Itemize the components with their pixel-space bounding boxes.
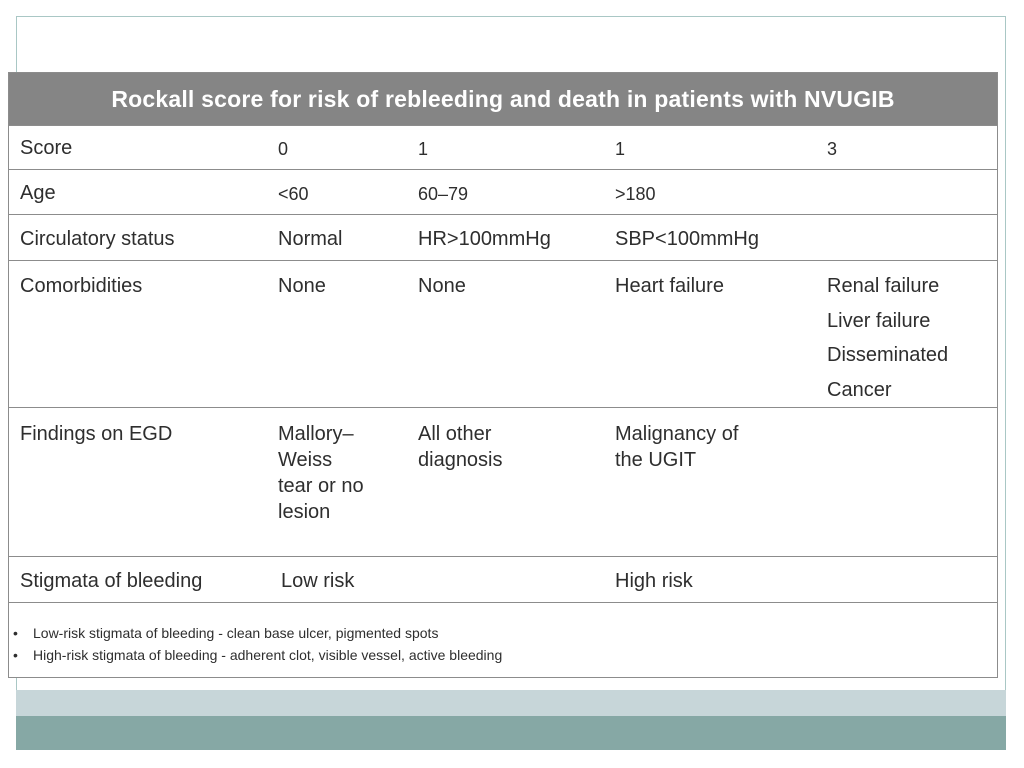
cell-line: Disseminated (827, 344, 949, 366)
table-cell: >180 (615, 184, 656, 204)
table-cell: Normal (278, 228, 343, 250)
bullet-icon: • (13, 647, 18, 663)
table-cell: 0 (278, 139, 289, 159)
cell-line: All other (418, 423, 492, 445)
row-label: Score (20, 137, 73, 159)
cell-line: Malignancy of (615, 423, 739, 445)
cell-line: Mallory– (278, 423, 354, 445)
cell-line: tear or no (278, 475, 364, 497)
table-row-stigmata-of-bleeding (9, 556, 997, 603)
footer-band-dark (16, 716, 1006, 750)
table-cell: Heart failure (615, 275, 724, 297)
cell-line: Renal failure (827, 275, 940, 297)
note-item (13, 622, 983, 644)
table-cell: High risk (615, 570, 693, 592)
table-cell-multiline (827, 269, 948, 407)
table-cell: HR>100mmHg (418, 228, 551, 250)
note-text: Low-risk stigmata of bleeding - clean base ulcer, pigmented spots (33, 625, 439, 641)
table-cell: 1 (418, 139, 429, 159)
table-row-score (9, 125, 997, 170)
note-text: High-risk stigmata of bleeding - adherent clot, visible vessel, active bleeding (33, 647, 503, 663)
table-cell: 60–79 (418, 184, 469, 204)
rockall-score-table (8, 72, 998, 678)
cell-line: Weiss (278, 449, 333, 471)
table-title: Rockall score for risk of rebleeding and death in patients with NVUGIB (9, 73, 997, 125)
bullet-icon: • (13, 625, 18, 641)
table-row-comorbidities (9, 260, 997, 408)
table-cell: 3 (827, 139, 838, 159)
table-row-age (9, 169, 997, 215)
table-row-circulatory-status (9, 214, 997, 261)
table-cell: Low risk (281, 570, 355, 592)
cell-line: Cancer (827, 378, 892, 401)
table-cell: 1 (615, 139, 626, 159)
cell-line: diagnosis (418, 449, 503, 471)
table-row-findings-on-egd (9, 407, 997, 557)
table-cell-multiline (615, 421, 738, 473)
table-cell: None (418, 275, 466, 297)
cell-line: lesion (278, 501, 331, 523)
row-label: Comorbidities (20, 275, 143, 297)
table-cell: SBP<100mmHg (615, 228, 759, 250)
table-notes (9, 602, 997, 678)
notes-list (13, 622, 983, 666)
row-label: Stigmata of bleeding (20, 570, 203, 592)
note-item (13, 644, 983, 666)
row-label: Findings on EGD (20, 423, 173, 445)
table-cell: <60 (278, 184, 309, 204)
cell-line: the UGIT (615, 449, 697, 471)
row-label: Age (20, 182, 56, 204)
table-cell-multiline (418, 421, 503, 473)
row-label: Circulatory status (20, 228, 175, 250)
table-cell: None (278, 275, 326, 297)
table-cell-multiline (278, 421, 364, 525)
cell-line: Liver failure (827, 309, 931, 332)
footer-band-light (16, 690, 1006, 716)
